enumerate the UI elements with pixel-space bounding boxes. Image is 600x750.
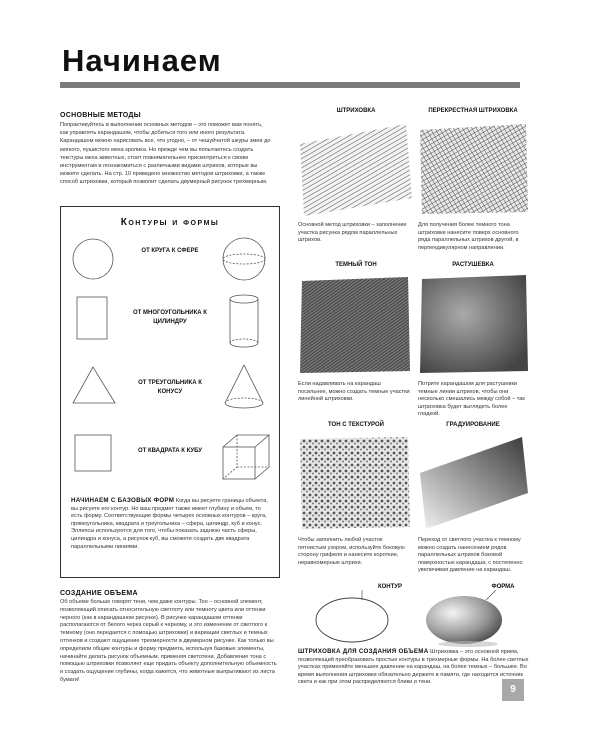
- technique-caption-crosshatch: Для получения более темного тона штриховки нанесите поверх основного ряда параллельных штрихов другой, в перпендикулярном направлении.: [418, 222, 519, 251]
- swatch-hatching: [296, 120, 414, 218]
- swatch-gradation: [416, 433, 530, 533]
- basic-methods-text: Попрактикуйтесь в выполнении основных методов – это поможет вам понять, как управлять карандашом, чтобы добиться того или иного результата. Карандашом можно нарисовать все, что угодно, – от чешуйчатой шкуры змеи до мягкого, пушистого меха кролика. Но прежде чем вы попытаетесь создать текстуры меха животных, стоит повнимательнее присмотреться к своим инструментам и познакомиться с различными видами штрихов, которые вы можете сделать. На стр. 10 приведено множество методов штриховки, а также способ штриховки, который позволит сделать двумерный рисунок трехмерным.: [60, 122, 271, 186]
- technique-label-dark: ТЕМНЫЙ ТОН: [335, 262, 377, 268]
- label-polygon-cylinder: ОТ МНОГОУГОЛЬНИКА К ЦИЛИНДРУ: [133, 310, 207, 325]
- technique-label-texture: ТОН С ТЕКСТУРОЙ: [328, 422, 384, 428]
- technique-label-gradation: ГРАДУИРОВАНИЕ: [446, 422, 500, 428]
- volume-heading: СОЗДАНИЕ ОБЪЕМА: [60, 590, 138, 597]
- rectangle-shape: [77, 297, 107, 339]
- swatch-texture: [296, 433, 414, 533]
- contour-egg-shape: [316, 598, 388, 642]
- square-shape: [75, 435, 111, 471]
- technique-caption-dark: Если надавливать на карандаш посильнее, можно создать темные участки линейной штриховки.: [298, 381, 410, 403]
- technique-caption-blending: Потрите карандашом для растушевки темные линии штрихов, чтобы они несколько смешались между собой – так штриховка будет выглядеть более гладкой.: [418, 381, 525, 418]
- label-square-cube: ОТ КВАДРАТА К КУБУ: [137, 448, 203, 454]
- shapes-caption-heading: НАЧИНАЕМ С БАЗОВЫХ ФОРМ: [71, 497, 175, 504]
- form-label: ФОРМА: [491, 584, 515, 590]
- cone-shape: [225, 365, 244, 403]
- cube-shape: [223, 447, 255, 479]
- volume-demo-caption: [298, 648, 530, 687]
- triangle-shape: [73, 367, 115, 403]
- label-circle-sphere: ОТ КРУГА К СФЕРЕ: [141, 248, 199, 254]
- cylinder-shape: [230, 295, 258, 303]
- title-rule: [60, 82, 520, 88]
- shapes-box-title: Контуры и формы: [120, 217, 220, 228]
- volume-demo-text: Штриховка – это основной прием, позволяющий преобразовать простые контуры в трехмерные формы. На более светлых участках применяйте меньшее давление на карандаш, на более темных – большее. Во время выполнения штриховки обязательно держите в памяти, где находится источник света и как при этом распределяются блики и тени.: [298, 649, 529, 686]
- sphere-shape: [223, 238, 265, 280]
- shapes-caption-text: Когда вы рисуете границы объекта, вы рисуете его контур. Но ваш предмет также имеет глубину и объем, то есть форму. Соответствующие формы четырех основных контуров – круга, прямоугольника, квадрата и треугольника – сфера, цилиндр, куб и конус. Эллипсы используются для того, чтобы показать заднюю часть сферы, цилиндра и конуса, а рисунок куб, вы сможете создать две квадрата параллельными линиями.: [71, 498, 268, 550]
- shapes-box: [60, 206, 280, 578]
- technique-caption-hatching: Основной метод штриховки – заполнение участка рисунка рядом параллельных штрихов.: [298, 222, 407, 244]
- swatch-crosshatch: [416, 120, 530, 218]
- page-title: Начинаем: [62, 43, 222, 78]
- contour-label: КОНТУР: [377, 584, 403, 590]
- technique-caption-gradation: Переход от светлого участка к темному можно создать нанесением рядов параллельных штрихов боковой поверхностью карандаша, с постепенно увеличивая давление на карандаш.: [418, 537, 523, 574]
- swatch-blending: [416, 273, 530, 377]
- shapes-caption: [71, 497, 271, 551]
- swatch-dark-tone: [296, 273, 414, 377]
- label-triangle-cone: ОТ ТРЕУГОЛЬНИКА К КОНУСУ: [138, 380, 202, 395]
- contour-form-drawing: [296, 590, 532, 648]
- technique-label-blending: РАСТУШЕВКА: [452, 262, 494, 268]
- circle-shape: [73, 239, 113, 279]
- volume-demo-heading: ШТРИХОВКА ДЛЯ СОЗДАНИЯ ОБЪЕМА: [298, 648, 429, 655]
- basic-methods-heading: ОСНОВНЫЕ МЕТОДЫ: [60, 112, 141, 119]
- technique-label-crosshatch: ПЕРЕКРЕСТНАЯ ШТРИХОВКА: [428, 108, 518, 114]
- form-egg-shape: [426, 596, 502, 644]
- volume-text: Об объеме больше говорят тени, чем даже контуры. Тон – основной элемент, позволяющий описать относительную светлоту или темноту цвета или оттенки черного (как в карандашном рисунке). В рисунке карандашом оттенки располагаются от белого через серый к черному, и это изменение от светлого к темному (оно передается с помощью штриховки) и вариации светлых и темных оттенков и создают ощущение трехмерности в двумерном рисунке. Как только вы определили общие контуры и форму предмета, используя базовые элементы, начинайте делать рисунок объемным, применяя светотени. Добавление тона с помощью штриховки позволяет еще придать объекту дополнительную объемность и создать ощущение глубины, когда кажется, что животные выпрыгивают из листа бумаги!: [60, 599, 277, 683]
- page-number: 9: [502, 679, 524, 701]
- technique-caption-texture: Чтобы заполнить любой участок пятнистым узором, используйте боковую сторону грифеля и нанесите короткие, неравномерные штрихи.: [298, 537, 405, 566]
- technique-label-hatching: ШТРИХОВКА: [336, 108, 376, 114]
